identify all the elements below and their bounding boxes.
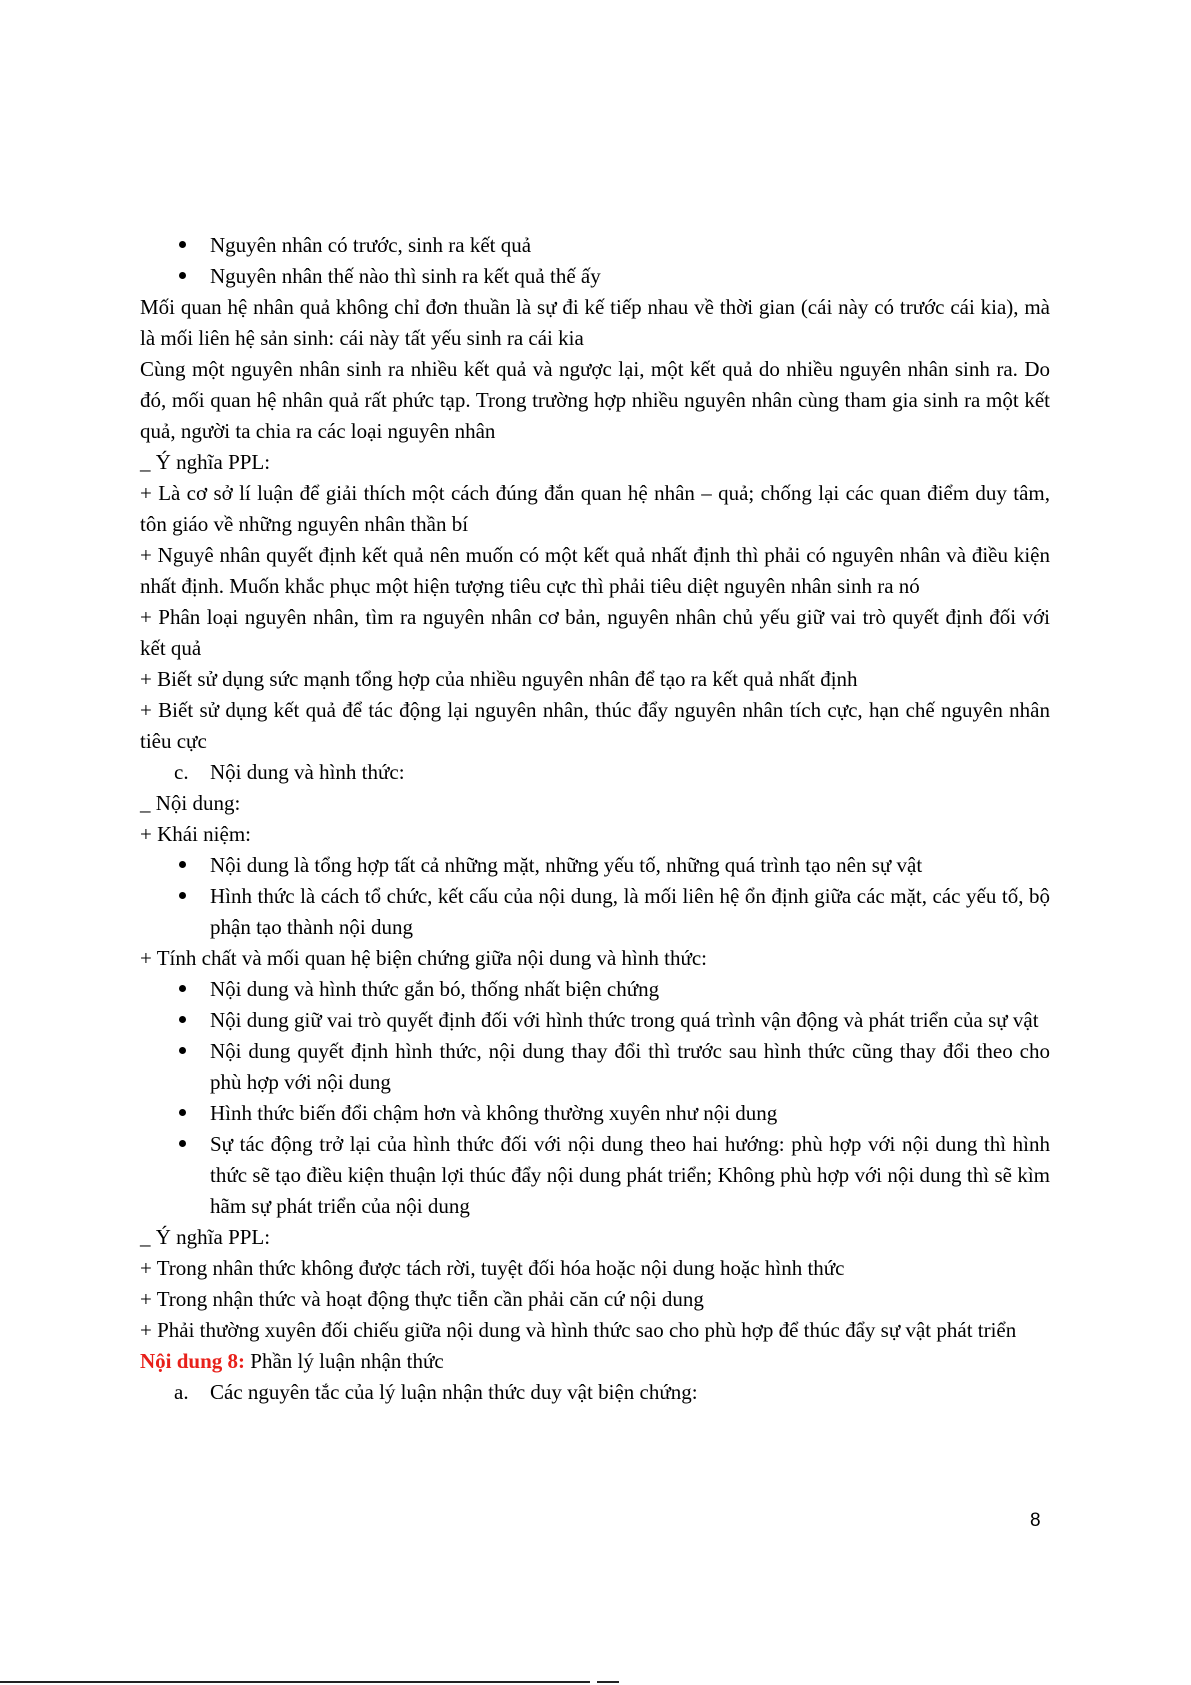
list-item: Nội dung giữ vai trò quyết định đối với hình thức trong quá trình vận động và phát triển của sự vật bbox=[210, 1005, 1050, 1036]
properties-label: + Tính chất và mối quan hệ biện chứng giữa nội dung và hình thức: bbox=[140, 946, 707, 970]
methodology-item: + Biết sử dụng sức mạnh tổng hợp của nhiều nguyên nhân để tạo ra kết quả nhất định bbox=[140, 667, 858, 691]
content-8-heading bbox=[140, 1346, 1050, 1377]
section-number: c. bbox=[174, 760, 189, 784]
list-item: Nội dung quyết định hình thức, nội dung thay đổi thì trước sau hình thức cũng thay đổi theo cho phù hợp với nội dung bbox=[210, 1036, 1050, 1098]
methodology-item: + Nguyê nhân quyết định kết quả nên muốn có một kết quả nhất định thì phải có nguyên nhân và điều kiện nhất định. Muốn khắc phục một hiện tượng tiêu cực thì phải tiêu diệt nguyên nhân sinh ra nó bbox=[140, 543, 1050, 598]
methodology-item: + Trong nhận thức và hoạt động thực tiễn cần phải căn cứ nội dung bbox=[140, 1287, 704, 1311]
methodology-item: + Phân loại nguyên nhân, tìm ra nguyên nhân cơ bản, nguyên nhân chủ yếu giữ vai trò quyết định đối với kết quả bbox=[140, 605, 1050, 660]
list-item: Nguyên nhân có trước, sinh ra kết quả bbox=[210, 230, 1050, 261]
content-8-title: Phần lý luận nhận thức bbox=[245, 1349, 444, 1373]
section-title: Nội dung và hình thức: bbox=[210, 760, 405, 784]
list-item: Hình thức là cách tổ chức, kết cấu của nội dung, là mối liên hệ ổn định giữa các mặt, các yếu tố, bộ phận tạo thành nội dung bbox=[210, 881, 1050, 943]
methodology-heading: _ Ý nghĩa PPL: bbox=[140, 1225, 271, 1249]
content-8-label: Nội dung 8 bbox=[140, 1349, 239, 1373]
section-c-heading bbox=[140, 757, 1050, 788]
methodology-item: + Biết sử dụng kết quả để tác động lại nguyên nhân, thúc đẩy nguyên nhân tích cực, hạn chế nguyên nhân tiêu cực bbox=[140, 698, 1050, 753]
methodology-item: + Là cơ sở lí luận để giải thích một cách đúng đắn quan hệ nhân – quả; chống lại các quan điểm duy tâm, tôn giáo về những nguyên nhân thần bí bbox=[140, 481, 1050, 536]
bullet-list-concepts bbox=[140, 850, 1050, 943]
bullet-list-properties bbox=[140, 974, 1050, 1222]
bottom-divider-segment bbox=[597, 1681, 619, 1683]
list-item: Sự tác động trở lại của hình thức đối với nội dung theo hai hướng: phù hợp với nội dung thì hình thức sẽ tạo điều kiện thuận lợi thúc đẩy nội dung phát triển; Không phù hợp với nội dung thì sẽ kìm hãm sự phát triển của nội dung bbox=[210, 1129, 1050, 1222]
section-number: a. bbox=[174, 1380, 189, 1404]
methodology-heading: _ Ý nghĩa PPL: bbox=[140, 450, 271, 474]
list-item: Nguyên nhân thế nào thì sinh ra kết quả thế ấy bbox=[210, 261, 1050, 292]
section-title: Các nguyên tắc của lý luận nhận thức duy vật biện chứng: bbox=[210, 1380, 698, 1404]
concept-label: + Khái niệm: bbox=[140, 822, 251, 846]
methodology-item: + Trong nhân thức không được tách rời, tuyệt đối hóa hoặc nội dung hoặc hình thức bbox=[140, 1256, 845, 1280]
content-8-colon: : bbox=[238, 1349, 246, 1373]
paragraph-multiple-causes: Cùng một nguyên nhân sinh ra nhiều kết quả và ngược lại, một kết quả do nhiều nguyên nhân sinh ra. Do đó, mối quan hệ nhân quả rất phức tạp. Trong trường hợp nhiều nguyên nhân cùng tham gia sinh ra một kết quả, người ta chia ra các loại nguyên nhân bbox=[140, 357, 1050, 443]
page-number: 8 bbox=[1030, 1510, 1041, 1531]
document-body bbox=[140, 230, 1050, 1408]
list-item: Nội dung và hình thức gắn bó, thống nhất biện chứng bbox=[210, 974, 1050, 1005]
list-item: Hình thức biến đổi chậm hơn và không thường xuyên như nội dung bbox=[210, 1098, 1050, 1129]
list-item: Nội dung là tổng hợp tất cả những mặt, những yếu tố, những quá trình tạo nên sự vật bbox=[210, 850, 1050, 881]
methodology-item: + Phải thường xuyên đối chiếu giữa nội dung và hình thức sao cho phù hợp để thúc đẩy sự vật phát triển bbox=[140, 1318, 1017, 1342]
paragraph-causal-relation: Mối quan hệ nhân quả không chỉ đơn thuần là sự đi kế tiếp nhau về thời gian (cái này có trước cái kia), mà là mối liên hệ sản sinh: cái này tất yếu sinh ra cái kia bbox=[140, 295, 1050, 350]
content-label: _ Nội dung: bbox=[140, 791, 241, 815]
section-a-heading bbox=[140, 1377, 1050, 1408]
bottom-divider bbox=[0, 1681, 590, 1683]
bullet-list-cause-effect bbox=[140, 230, 1050, 292]
